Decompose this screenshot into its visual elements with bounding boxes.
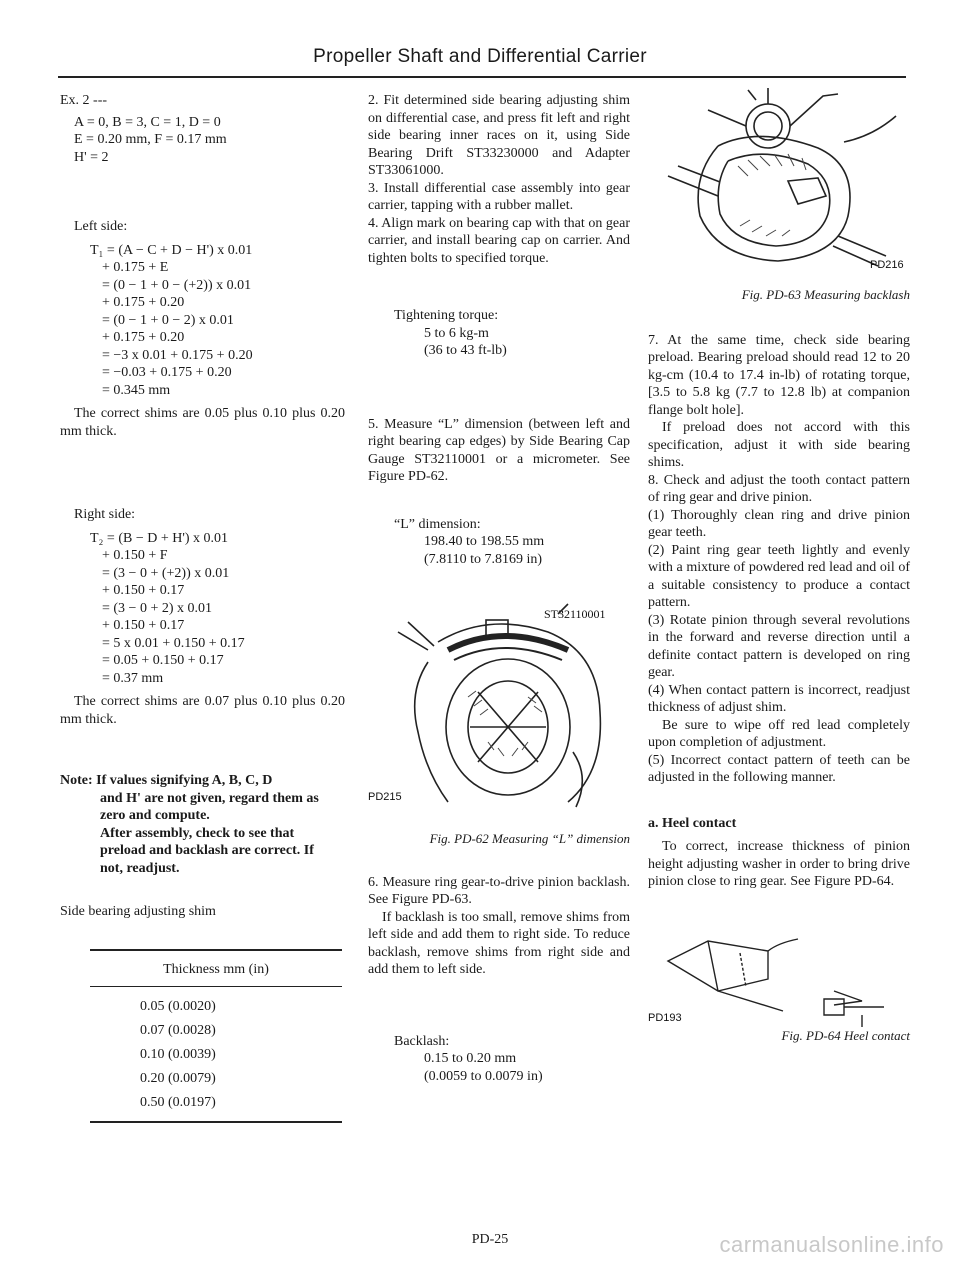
page-number: PD-25 [471,1232,509,1247]
column-middle [368,92,630,1085]
calc-line: = 0.05 + 0.150 + 0.17 [102,653,224,668]
step-2: 2. Fit determined side bearing adjusting shim on differential case, and press fit left and right side bearing inner races on it, using Side Bearing Drift ST33230000 and Adapter ST33061000. [368,93,630,178]
calc-line: T₂ = (B − D + H') x 0.01 [90,530,229,546]
note-line: Note: If values signifying A, B, C, D [60,773,273,788]
substep-1: (1) Thoroughly clean ring and drive pinion gear teeth. [648,507,910,540]
step-6-detail: If backlash is too small, remove shims from left side and add them to right side. To reduce backlash, remove shims from right side and add them to left side. [368,909,630,977]
shim-table [60,995,345,1115]
table-row: 0.10 (0.0039) [140,1047,216,1062]
substep-3: (3) Rotate pinion through several revolutions in the forward and reverse direction until a definite contact pattern is developed on ring gear. [648,612,910,680]
l-dimension-value: 198.40 to 198.55 mm [424,534,545,549]
note-line: preload and backlash are correct. If [100,843,314,858]
substep-4-detail: Be sure to wipe off red lead completely upon completion of adjustment. [648,717,910,750]
step-6: 6. Measure ring gear-to-drive pinion backlash. See Figure PD-63. [368,874,630,907]
calc-line: = −3 x 0.01 + 0.175 + 0.20 [102,347,253,363]
table-row: 0.20 (0.0079) [140,1071,216,1086]
step-8: 8. Check and adjust the tooth contact pattern of ring gear and drive pinion. [648,472,910,505]
figure-pd64 [648,931,910,1031]
example-line: A = 0, B = 3, C = 1, D = 0 [74,114,221,130]
example-line: H' = 2 [74,149,109,165]
substep-2: (2) Paint ring gear teeth lightly and evenly with a mixture of powdered red lead and oil of a suitable consistency to produce a contact pattern. [648,542,910,610]
calc-line: = 0.37 mm [102,670,164,686]
figure-caption: Fig. PD-62 Measuring “L” dimension [429,831,630,846]
calc-line: = 5 x 0.01 + 0.150 + 0.17 [102,635,245,651]
calc-line: + 0.150 + 0.17 [102,618,185,633]
figure-caption: Fig. PD-63 Measuring backlash [741,287,910,302]
calc-line: = (0 − 1 + 0 − (+2)) x 0.01 [102,277,252,293]
figure-code: PD216 [870,259,904,271]
heel-contact-title: a. Heel contact [648,815,737,831]
step-5: 5. Measure “L” dimension (between left and right bearing cap edges) by Side Bearing Cap Gauge ST32110001 or a micrometer. See Figure PD-62. [368,416,630,484]
calc-line: + 0.150 + 0.17 [102,583,185,598]
bearing-cap-gauge-illustration [368,602,630,818]
table-row: 0.07 (0.0028) [140,1023,216,1038]
table-title: Side bearing adjusting shim [60,904,216,919]
calc-line: T₁ = (A − C + D − H') x 0.01 [90,242,253,258]
substep-5: (5) Incorrect contact pattern of teeth can be adjusted in the following manner. [648,752,910,785]
note-line: zero and compute. [100,808,210,823]
calc-line: + 0.175 + 0.20 [102,295,185,310]
figure-pd63 [648,86,910,286]
calc-line: + 0.175 + E [102,260,169,275]
page-header: Propeller Shaft and Differential Carrier [313,46,647,67]
torque-title: Tightening torque: [394,308,499,323]
calc-line: = (3 − 0 + 2) x 0.01 [102,600,213,616]
note-line: After assembly, check to see that [100,825,295,841]
table-bottom-rule [90,1121,342,1123]
note-block [60,772,345,877]
figure-caption: Fig. PD-64 Heel contact [781,1027,910,1043]
step-7-detail: If preload does not accord with this specification, adjust it with side bearing shims. [648,420,910,470]
table-row: 0.50 (0.0197) [140,1095,216,1110]
table-header: Thickness mm (in) [163,961,269,977]
step-7: 7. At the same time, check side bearing preload. Bearing preload should read 12 to 20 kg-cm (10.4 to 17.4 in-lb) of rotating torque, [3.5 to 5.8 kg (7.7 to 12.8 lb) at companion flange bolt hole]. [648,332,910,418]
calc-line: = (3 − 0 + (+2)) x 0.01 [102,565,230,581]
figure-code: PD193 [648,1011,682,1024]
left-side-title: Left side: [74,219,128,234]
header-rule [58,76,906,78]
torque-value: 5 to 6 kg-m [424,325,489,341]
column-left [60,92,345,1123]
heel-contact-text: To correct, increase thickness of pinion height adjusting washer in order to bring drive pinion close to ring gear. See Figure PD-64. [648,839,910,889]
backlash-title: Backlash: [394,1033,450,1049]
step-4: 4. Align mark on bearing cap with that on gear carrier, and install bearing cap on carrier. And tighten bolts to specified torque. [368,215,630,266]
example-title: Ex. 2 --- [60,93,108,108]
heel-contact-illustration [648,931,910,1031]
calc-line: + 0.175 + 0.20 [102,330,185,345]
backlash-measurement-illustration [648,86,910,286]
substep-4: (4) When contact pattern is incorrect, readjust thickness of adjust shim. [648,682,910,715]
column-right [648,92,910,1044]
calc-line: = 0.345 mm [102,382,171,398]
calc-line: = −0.03 + 0.175 + 0.20 [102,365,232,380]
note-line: not, readjust. [100,860,180,876]
left-side-result: The correct shims are 0.05 plus 0.10 plus 0.20 mm thick. [60,406,345,439]
figure-pd62 [368,602,630,818]
table-row: 0.05 (0.0020) [140,999,216,1014]
step-3: 3. Install differential case assembly into gear carrier, tapping with a rubber mallet. [368,180,630,213]
note-line: and H' are not given, regard them as [100,790,319,806]
backlash-value: 0.15 to 0.20 mm [424,1051,517,1066]
l-dimension-value: (7.8110 to 7.8169 in) [424,551,543,567]
calc-line: = (0 − 1 + 0 − 2) x 0.01 [102,312,234,328]
table-header-rule [90,986,342,987]
right-side-result: The correct shims are 0.07 plus 0.10 plus 0.20 mm thick. [60,694,345,727]
backlash-value: (0.0059 to 0.0079 in) [424,1068,543,1084]
tool-label: ST32110001 [544,607,606,621]
watermark: carmanualsonline.info [719,1232,944,1257]
l-dimension-title: “L” dimension: [394,516,481,532]
calc-line: + 0.150 + F [102,548,168,563]
right-side-title: Right side: [74,507,136,522]
example-line: E = 0.20 mm, F = 0.17 mm [74,132,227,147]
figure-code: PD215 [368,791,402,803]
table-top-rule [90,949,342,951]
torque-value: (36 to 43 ft-lb) [424,343,507,358]
